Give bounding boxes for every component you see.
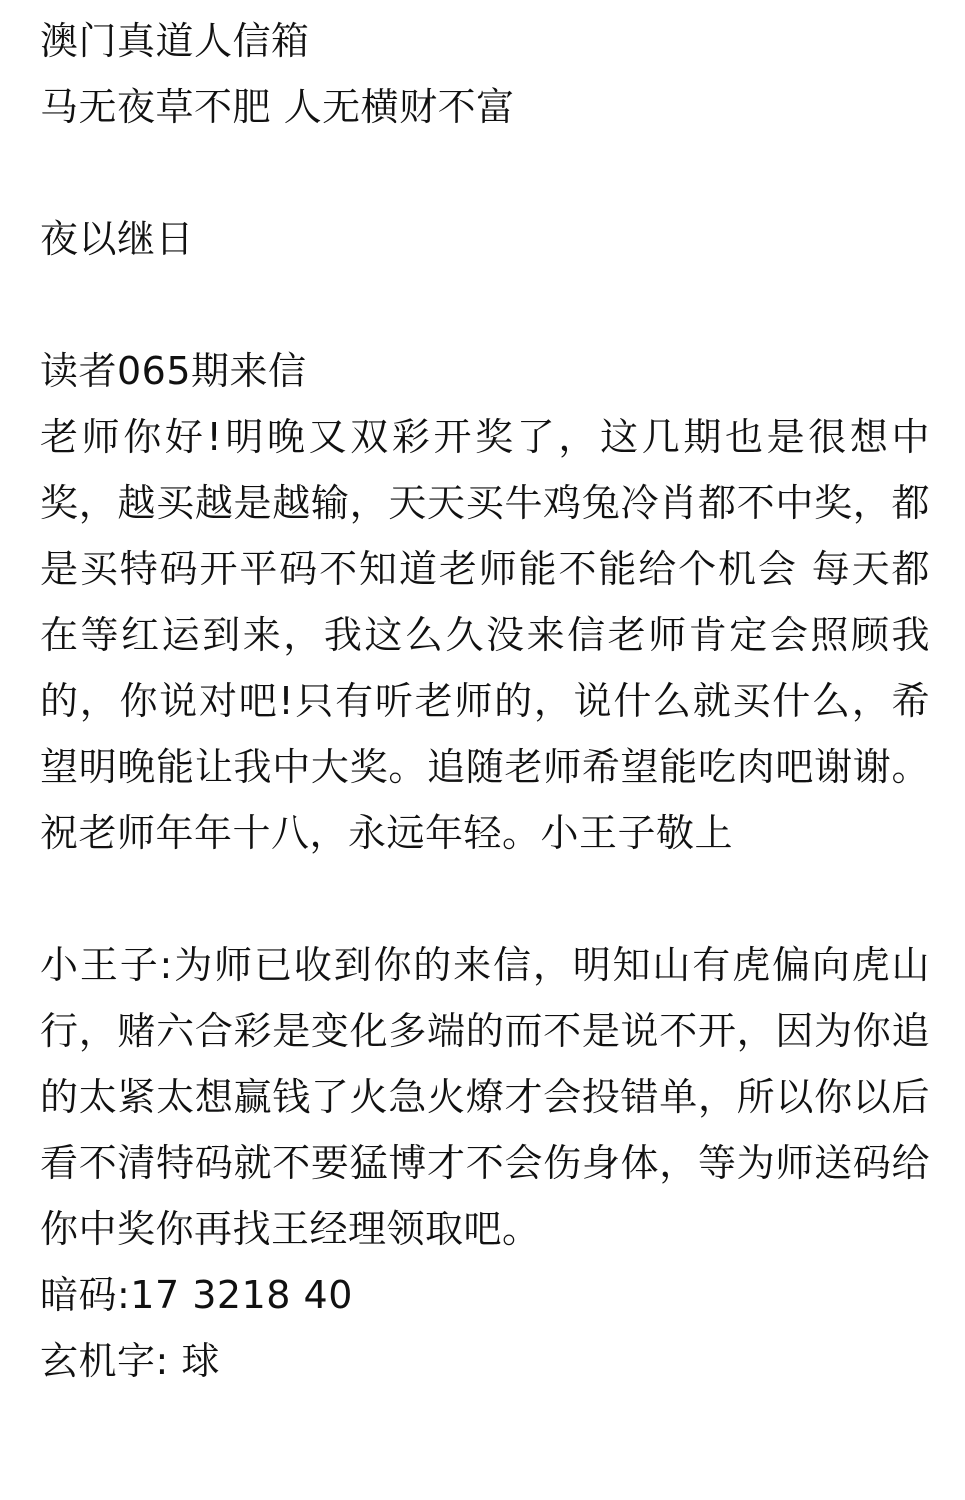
- secret-code: 暗码:17 3218 40: [40, 1273, 353, 1317]
- page-subtitle: 马无夜草不肥 人无横财不富: [40, 85, 515, 129]
- page-title: 澳门真道人信箱: [40, 19, 310, 63]
- motto: 夜以继日: [40, 217, 195, 261]
- letter-heading: 读者065期来信: [40, 349, 307, 393]
- letter-page: [40, 8, 930, 1394]
- reply-body: 小王子:为师已收到你的来信，明知山有虎偏向虎山行，赌六合彩是变化多端的而不是说不开，因为你追的太紧太想赢钱了火急火燎才会投错单，所以你以后看不清特码就不要猛博才不会伤身体，等为师送码给你中奖你再找王经理领取吧。: [40, 943, 930, 1251]
- spacer: [40, 272, 930, 338]
- letter-body: 老师你好!明晚又双彩开奖了，这几期也是很想中奖，越买越是越输，天天买牛鸡兔冷肖都不中奖，都是买特码开平码不知道老师能不能给个机会 每天都在等红运到来，我这么久没来信老师肯定会照顾我的，你说对吧!只有听老师的，说什么就买什么，希望明晚能让我中大奖。追随老师希望能吃肉吧谢谢。祝老师年年十八，永远年轻。小王子敬上: [40, 415, 930, 855]
- hint-word: 玄机字: 球: [40, 1339, 220, 1383]
- spacer: [40, 866, 930, 932]
- spacer: [40, 140, 930, 206]
